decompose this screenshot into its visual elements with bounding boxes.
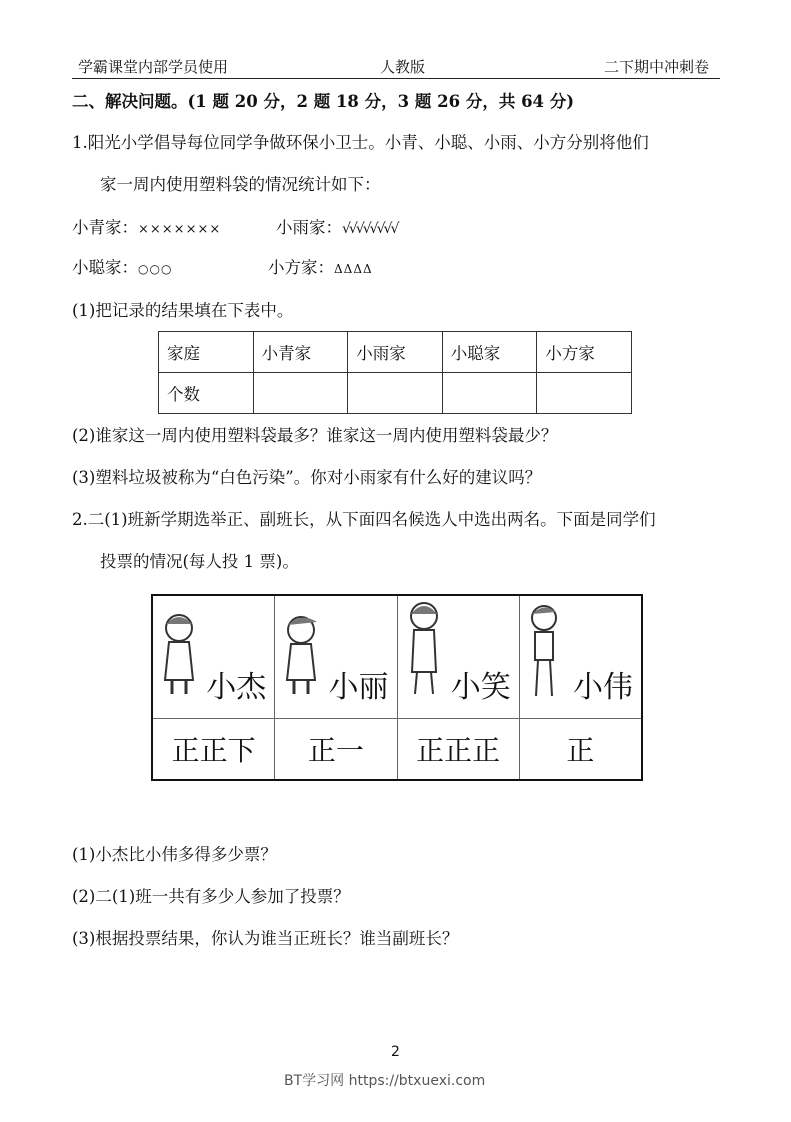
vote-table — [151, 594, 643, 781]
answer-cell[interactable] — [348, 373, 443, 414]
candidate-cell — [275, 596, 396, 718]
candidate-name: 小伟 — [573, 670, 633, 705]
footer-link[interactable]: BT学习网 https://btxuexi.com — [284, 1073, 486, 1089]
vote-tally: 正正下 — [152, 719, 275, 781]
table-row — [152, 719, 642, 781]
q1-intro-line1: 1.阳光小学倡导每位同学争做环保小卫士。小青、小聪、小雨、小方分别将他们 — [72, 133, 649, 152]
child-illustration-icon — [404, 600, 444, 700]
candidate-cell — [153, 596, 274, 718]
record-xiaofang: 小方家：ΔΔΔΔ — [268, 258, 373, 277]
q2-sub3: (3)根据投票结果，你认为谁当正班长？谁当副班长？ — [72, 929, 459, 948]
child-illustration-icon — [281, 610, 321, 700]
table-header: 小方家 — [537, 332, 632, 373]
table-row — [159, 332, 632, 373]
record-xiaoyu: 小雨家：√√√√√√√√ — [276, 218, 398, 237]
candidate-name: 小笑 — [450, 670, 511, 705]
child-illustration-icon — [526, 600, 566, 700]
bag-count-table — [158, 331, 632, 414]
q1-sub1: (1)把记录的结果填在下表中。 — [72, 301, 294, 320]
page-number: 2 — [391, 1044, 400, 1060]
row-label: 个数 — [159, 373, 254, 414]
table-header: 小雨家 — [348, 332, 443, 373]
vote-tally: 正一 — [275, 719, 397, 781]
answer-cell[interactable] — [253, 373, 348, 414]
header-right: 二下期中冲刺卷 — [604, 58, 710, 76]
candidate-name: 小丽 — [328, 670, 389, 705]
vote-tally: 正 — [519, 719, 642, 781]
table-header: 小青家 — [253, 332, 348, 373]
header-divider — [72, 78, 720, 79]
q1-intro-line2: 家一周内使用塑料袋的情况统计如下： — [100, 175, 381, 194]
child-illustration-icon — [159, 610, 199, 700]
q2-sub1: (1)小杰比小伟多得多少票？ — [72, 845, 277, 864]
q2-sub2: (2)二(1)班一共有多少人参加了投票？ — [72, 887, 350, 906]
q2-intro-line2: 投票的情况(每人投 1 票)。 — [100, 552, 299, 571]
table-row — [159, 373, 632, 414]
header-left: 学霸课堂内部学员使用 — [78, 58, 229, 76]
table-row — [152, 595, 642, 719]
record-xiaocong: 小聪家：○○○ — [72, 258, 173, 277]
answer-cell[interactable] — [442, 373, 537, 414]
candidate-cell — [398, 596, 519, 718]
q1-sub3: (3)塑料垃圾被称为“白色污染”。你对小雨家有什么好的建议吗？ — [72, 468, 542, 487]
header-center: 人教版 — [380, 58, 426, 76]
table-header: 小聪家 — [442, 332, 537, 373]
q1-sub2: (2)谁家这一周内使用塑料袋最多？谁家这一周内使用塑料袋最少？ — [72, 426, 558, 445]
answer-cell[interactable] — [537, 373, 632, 414]
candidate-name: 小杰 — [206, 670, 267, 705]
table-header: 家庭 — [159, 332, 254, 373]
record-xiaoqing: 小青家：××××××× — [72, 218, 222, 237]
section-title: 二、解决问题。(1 题 20 分，2 题 18 分，3 题 26 分，共 64 分) — [72, 92, 575, 111]
q2-intro-line1: 2.二(1)班新学期选举正、副班长，从下面四名候选人中选出两名。下面是同学们 — [72, 510, 656, 529]
vote-tally: 正正正 — [397, 719, 519, 781]
candidate-cell — [520, 596, 641, 718]
